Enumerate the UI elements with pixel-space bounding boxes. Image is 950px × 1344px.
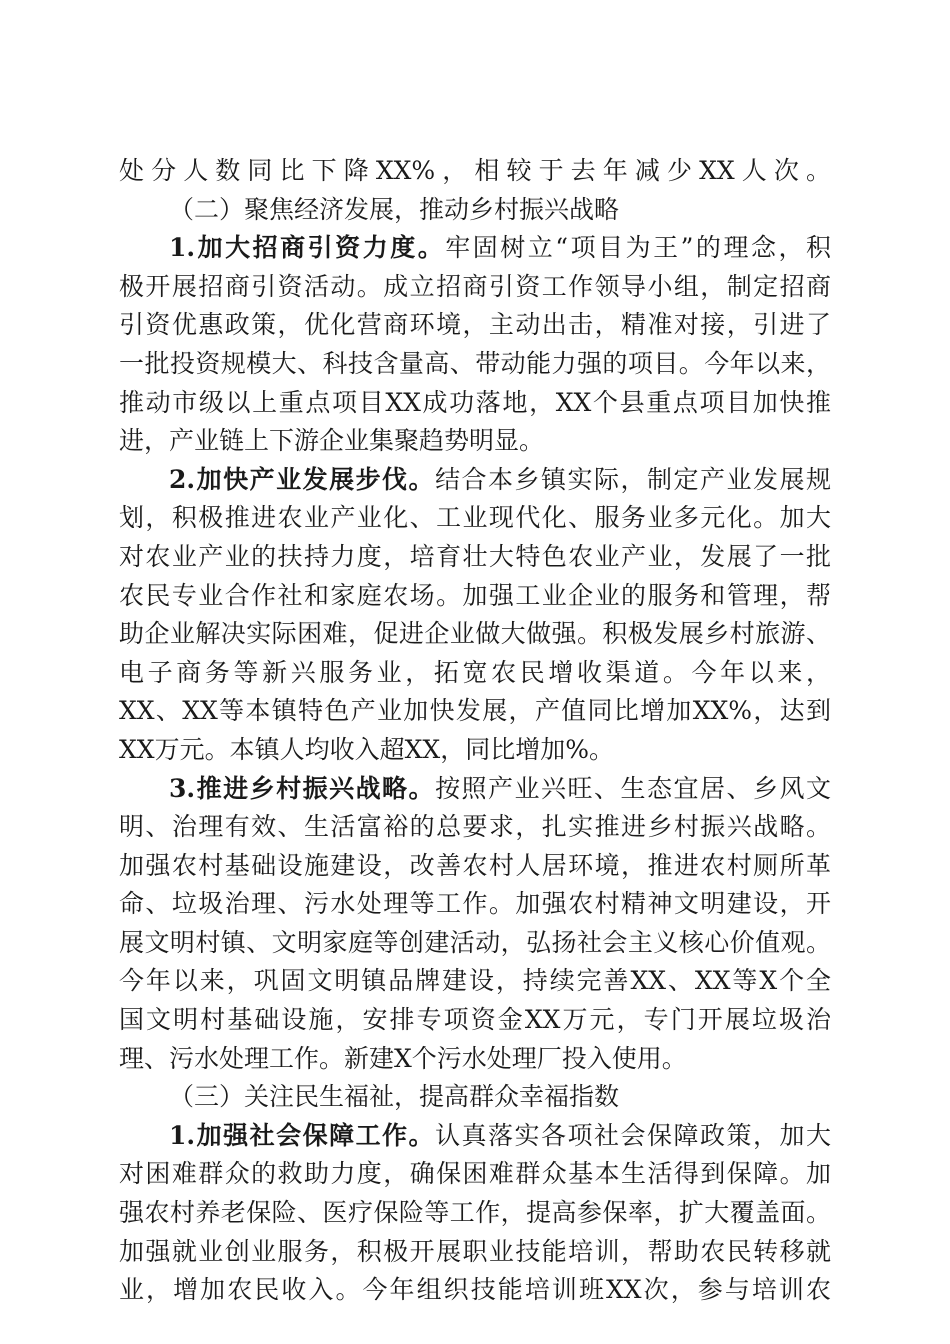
text-line-7: 推动市级以上重点项目XX成功落地，XX个县重点项目加快推	[119, 387, 831, 417]
text-line-28: 强农村养老保险、医疗保险等工作，提高参保率，扩大覆盖面。	[119, 1198, 831, 1228]
text-line-27: 对困难群众的救助力度，确保困难群众基本生活得到保障。加	[119, 1159, 831, 1189]
subheading-rural: 3.推进乡村振兴战略。	[169, 773, 436, 803]
text-line-29: 加强就业创业服务，积极开展职业技能培训，帮助农民转移就	[119, 1236, 831, 1266]
subheading-investment: 1.加大招商引资力度。	[169, 233, 446, 263]
text-line-4: 极开展招商引资活动。成立招商引资工作领导小组，制定招商	[119, 271, 831, 301]
text-line-24: 理、污水处理工作。新建X个污水处理厂投入使用。	[119, 1043, 687, 1073]
text-line-1: 处分人数同比下降XX%，相较于去年减少XX人次。	[119, 156, 831, 185]
text-line-5: 引资优惠政策，优化营商环境，主动出击，精准对接，引进了	[119, 310, 831, 340]
section-heading-2: （二）聚焦经济发展，推动乡村振兴战略	[169, 194, 620, 224]
subheading-industry: 2.加快产业发展步伐。	[169, 464, 436, 494]
paragraph-start-social: 1.加强社会保障工作。认真落实各项社会保障政策，加大	[169, 1120, 831, 1150]
section-heading-3: （三）关注民生福祉，提高群众幸福指数	[169, 1082, 620, 1112]
text-line-19: 加强农村基础设施建设，改善农村人居环境，推进农村厕所革	[119, 850, 831, 880]
text-line-21: 展文明村镇、文明家庭等创建活动，弘扬社会主义核心价值观。	[119, 927, 831, 957]
text-line-6: 一批投资规模大、科技含量高、带动能力强的项目。今年以来，	[119, 348, 831, 378]
paragraph-start-investment: 1.加大招商引资力度。牢固树立“项目为王”的理念，积	[169, 233, 831, 263]
text-line-8: 进，产业链上下游企业集聚趋势明显。	[119, 426, 545, 456]
paragraph-start-rural: 3.推进乡村振兴战略。按照产业兴旺、生态宜居、乡风文	[169, 773, 831, 803]
text-line-18: 明、治理有效、生活富裕的总要求，扎实推进乡村振兴战略。	[119, 812, 831, 842]
text-line-15: XX、XX等本镇特色产业加快发展，产值同比增加XX%，达到	[119, 696, 831, 726]
text-line-14: 电子商务等新兴服务业，拓宽农民增收渠道。今年以来，	[119, 657, 831, 687]
text-line-23: 国文明村基础设施，安排专项资金XX万元，专门开展垃圾治	[119, 1005, 831, 1035]
text-line-10: 划，积极推进农业产业化、工业现代化、服务业多元化。加大	[119, 503, 831, 533]
document-page	[119, 152, 831, 1310]
text-line-12: 农民专业合作社和家庭农场。加强工业企业的服务和管理，帮	[119, 580, 831, 610]
subheading-social: 1.加强社会保障工作。	[169, 1120, 436, 1150]
text-line-16: XX万元。本镇人均收入超XX，同比增加%。	[119, 734, 614, 764]
text-line-30: 业，增加农民收入。今年组织技能培训班XX次，参与培训农	[119, 1275, 831, 1305]
text-line-22: 今年以来，巩固文明镇品牌建设，持续完善XX、XX等X个全	[119, 966, 831, 996]
text-line-11: 对农业产业的扶持力度，培育壮大特色农业产业，发展了一批	[119, 541, 831, 571]
text-line-20: 命、垃圾治理、污水处理等工作。加强农村精神文明建设，开	[119, 889, 831, 919]
paragraph-start-industry: 2.加快产业发展步伐。结合本乡镇实际，制定产业发展规	[169, 464, 831, 494]
text-line-13: 助企业解决实际困难，促进企业做大做强。积极发展乡村旅游、	[119, 619, 831, 649]
